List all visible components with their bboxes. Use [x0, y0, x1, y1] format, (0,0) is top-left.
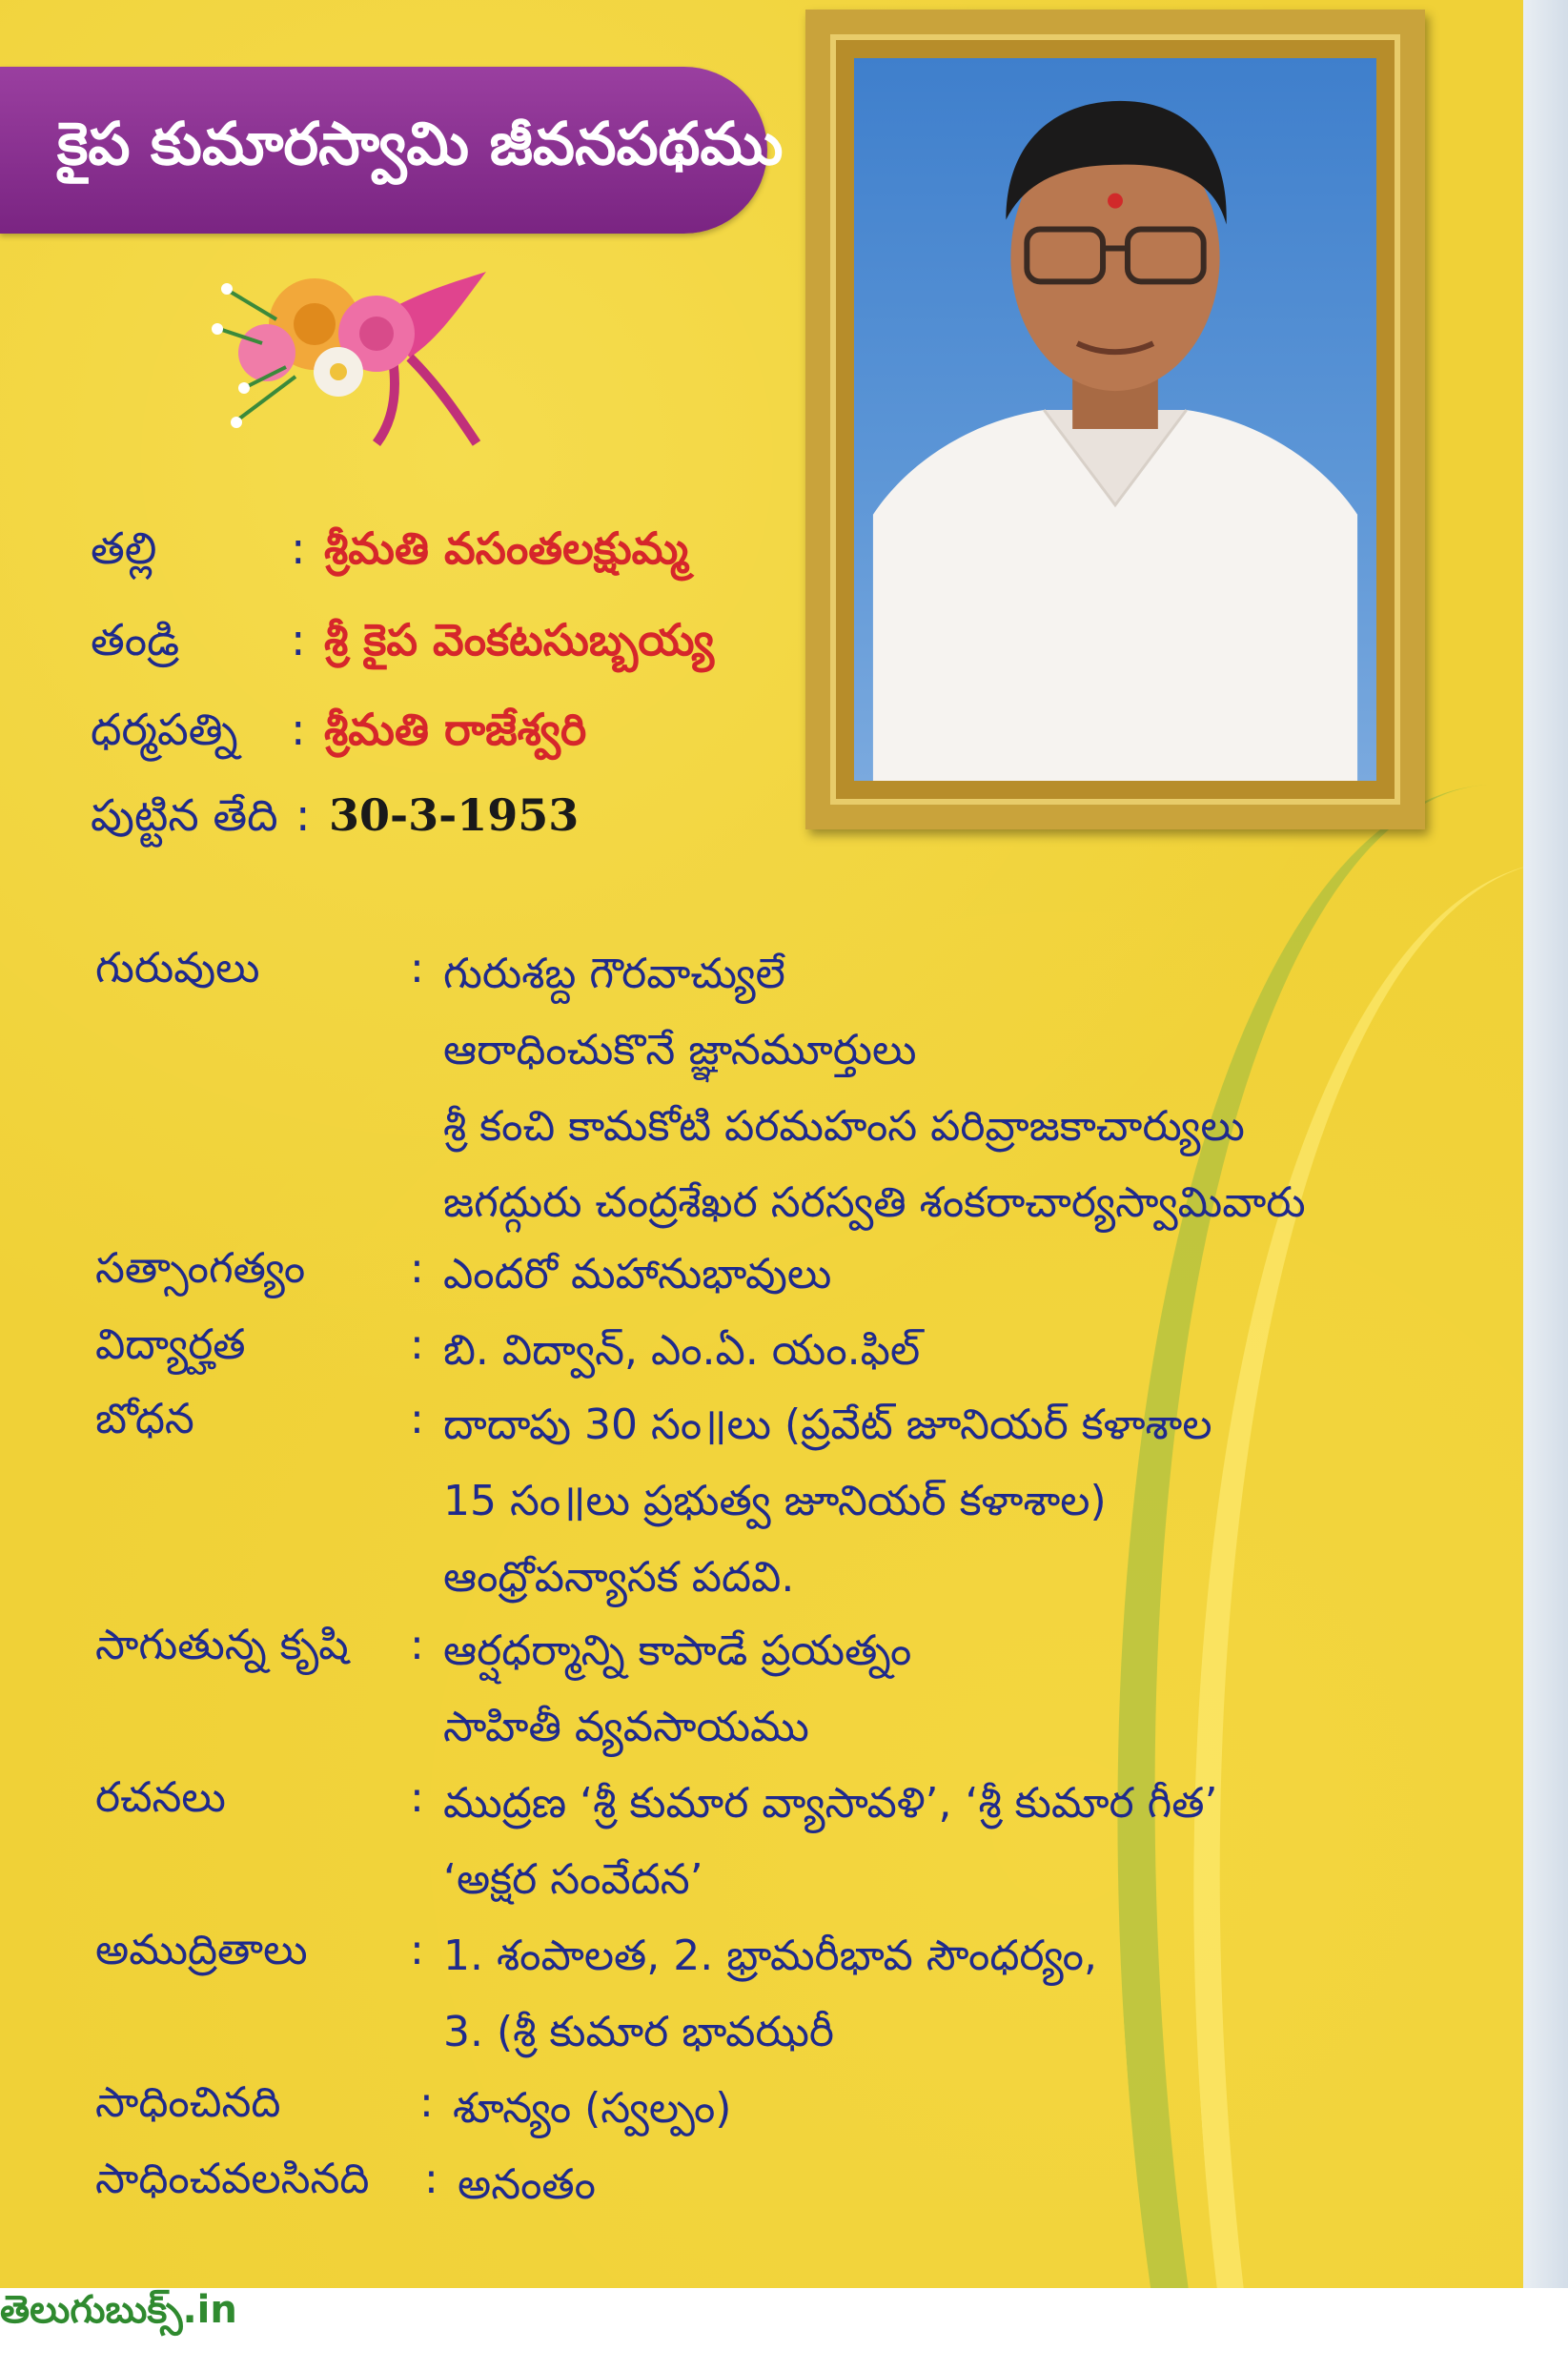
- colon-separator: :: [410, 1773, 424, 1822]
- colon-separator: :: [419, 2078, 434, 2127]
- colon-separator: :: [291, 522, 306, 574]
- section-label: సత్సాంగత్యం: [95, 1244, 306, 1293]
- birth-date: 30-3-1953: [329, 789, 580, 841]
- section-line: 1. శంపాలత, 2. భ్రామరీభావ సౌంధర్యం,: [443, 1932, 1097, 1980]
- section-line: శూన్యం (స్వల్పం): [453, 2084, 732, 2133]
- person-portrait-icon: [854, 58, 1376, 781]
- section-line: సాహితీ వ్యవసాయము: [443, 1703, 809, 1751]
- colon-separator: :: [424, 2155, 438, 2203]
- section-label: రచనలు: [95, 1773, 226, 1822]
- section-line: జగద్గురు చంద్రశేఖర సరస్వతి శంకరాచార్యస్వామివారు: [443, 1178, 1306, 1227]
- detail-label: తండ్రి: [91, 614, 180, 665]
- section-label: అముద్రితాలు: [95, 1926, 308, 1974]
- colon-separator: :: [410, 1320, 424, 1369]
- section-line: ఆరాధించుకొనే జ్ఞానమూర్తులు: [443, 1026, 917, 1074]
- detail-value: శ్రీమతి వసంతలక్షుమ్మ: [324, 522, 689, 574]
- section-label: బోధన: [95, 1395, 194, 1443]
- section-label: గురువులు: [95, 944, 260, 992]
- section-line: అనంతం: [458, 2160, 596, 2209]
- section-label: సాధించినది: [95, 2078, 281, 2127]
- colon-separator: :: [295, 789, 311, 841]
- photo-frame: [805, 10, 1425, 829]
- watermark-text: తెలుగుబుక్స్.in: [0, 2288, 237, 2332]
- portrait-photo: [854, 58, 1376, 781]
- detail-value: శ్రీ కైప వెంకటసుబ్బయ్య: [324, 614, 715, 665]
- section-label: విద్యార్హత: [95, 1320, 246, 1369]
- title-banner: [0, 67, 784, 234]
- flower-bouquet-icon: [172, 253, 534, 453]
- section-line: శ్రీ కంచి కామకోటి పరమహంస పరివ్రాజకాచార్యులు: [443, 1102, 1245, 1151]
- detail-label: తల్లి: [91, 522, 157, 574]
- section-line: ఆంధ్రోపన్యాసక పదవి.: [443, 1553, 795, 1602]
- detail-value: శ్రీమతి రాజేశ్వరి: [324, 704, 587, 755]
- colon-separator: :: [410, 1244, 424, 1293]
- section-line: దాదాపు 30 సం॥లు (ప్రవేట్ జూనియర్ కళాశాల: [443, 1400, 1212, 1449]
- section-line: 3. (శ్రీ కుమార భావఝరీ: [443, 2008, 835, 2056]
- colon-separator: :: [410, 944, 424, 992]
- detail-label: పుట్టిన తేది: [91, 789, 278, 841]
- section-label: సాధించవలసినది: [95, 2155, 370, 2203]
- colon-separator: :: [410, 1395, 424, 1443]
- section-line: ముద్రణ ‘శ్రీ కుమార వ్యాసావళి’, ‘శ్రీ కుమార గీత’: [443, 1779, 1218, 1828]
- page-edge: [1523, 0, 1568, 2288]
- colon-separator: :: [410, 1621, 424, 1669]
- page-title: కైప కుమారస్వామి జీవనపథము: [57, 108, 784, 178]
- section-line: గురుశబ్ద గౌరవాచ్యులే: [443, 950, 785, 998]
- section-line: ఎందరో మహానుభావులు: [443, 1250, 832, 1298]
- section-line: బి. విద్వాన్, ఎం.ఏ. యం.ఫిల్: [443, 1326, 921, 1375]
- section-label: సాగుతున్న కృషి: [95, 1621, 349, 1669]
- colon-separator: :: [291, 704, 306, 755]
- section-line: ‘అక్షర సంవేదన’: [443, 1855, 703, 1904]
- detail-label: ధర్మపత్ని: [91, 704, 238, 755]
- colon-separator: :: [291, 614, 306, 665]
- section-line: 15 సం॥లు ప్రభుత్వ జూనియర్ కళాశాల): [443, 1477, 1107, 1525]
- colon-separator: :: [410, 1926, 424, 1974]
- section-line: ఆర్షధర్మాన్ని కాపాడే ప్రయత్నం: [443, 1626, 912, 1675]
